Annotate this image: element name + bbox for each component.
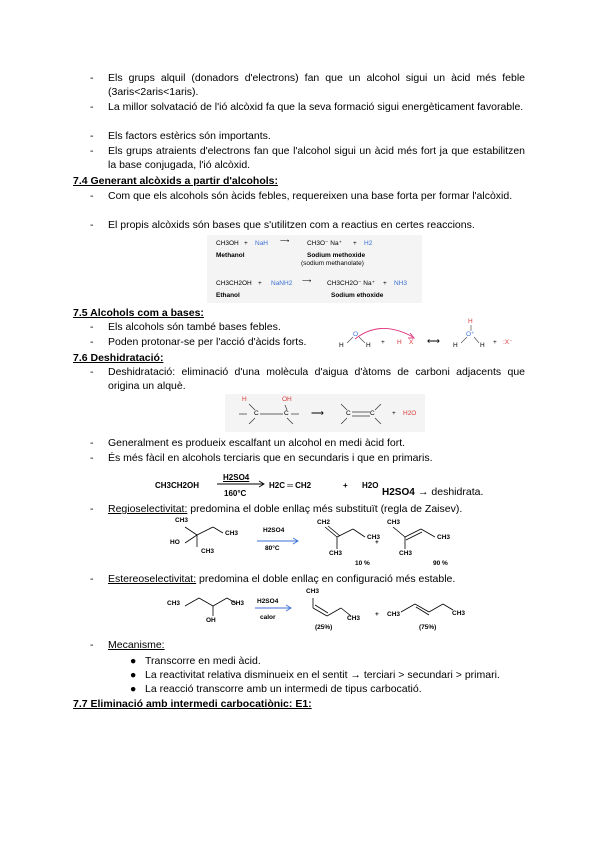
protonation-bonds — [335, 315, 535, 355]
atom-x: X — [409, 339, 414, 346]
reagent-h2so4: H2SO4 — [223, 473, 250, 482]
atom-c: C — [284, 410, 289, 417]
reactant-ethanol: CH3CH2OH — [216, 280, 252, 287]
group-ch3: CH3 — [347, 615, 361, 622]
list-item: - Regioselectivitat: predomina el doble enllaç més substituït (regla de Zaisev). — [90, 503, 463, 515]
reactant-ethanol: CH3CH2OH — [155, 481, 200, 490]
regioselectivity-figure — [165, 517, 485, 569]
ethanol-dehydration-equation — [150, 470, 510, 500]
condition-temperature: 160°C — [224, 489, 247, 498]
condition-80c: 80°C — [265, 545, 280, 552]
plus-sign: + — [392, 410, 396, 417]
list-item: - És més fàcil en alcohols terciaris que en secundaris i que en primaris. — [90, 452, 525, 466]
water-molecule: H2O — [403, 410, 417, 417]
list-item: - Estereoselectivitat: predomina el doble enllaç en configuració més estable. — [90, 573, 456, 585]
condition-heat: calor — [260, 614, 276, 621]
atom-h-acid: H — [397, 339, 402, 346]
curved-arrow-icon — [355, 328, 413, 339]
reactant-methanol: CH3OH — [216, 240, 239, 247]
bullet-text: Els alcohols són també bases febles. — [108, 321, 281, 333]
stereoselectivity-figure — [165, 586, 485, 636]
bullet-text: Com que els alcohols són àcids febles, requereixen una base forta per formar l'alcòxid. — [108, 190, 513, 202]
bullet-text: Els factors estèrics són importants. — [108, 130, 271, 142]
list-item: ● La reacció transcorre amb un intermedi de tipus carbocatió. — [130, 683, 530, 697]
list-item: - El propis alcòxids són bases que s'utilitzen com a reactius en certes reaccions. — [90, 219, 525, 233]
list-item: - Els alcohols són també bases febles. — [90, 321, 525, 335]
mechanism-item: Transcorre en medi àcid. — [145, 655, 261, 667]
group-ch3: CH3 — [175, 517, 189, 524]
bullet-text: Poden protonar-se per l'acció d'àcids forts. — [108, 336, 307, 348]
label-sodium-methanolate: (sodium methanolate) — [301, 260, 364, 267]
reagent-h2so4: H2SO4 — [257, 598, 279, 605]
mechanism-label: Mecanisme: — [108, 639, 165, 651]
list-item: - Els grups atraients d'electrons fan que l'alcohol sigui un àcid més fort ja que estabilitzen la base conjugada, l'ió alcòxid. — [90, 145, 525, 171]
group-oh: OH — [206, 617, 216, 624]
atom-h: H — [242, 396, 247, 403]
group-ch3: CH3 — [167, 600, 181, 607]
protonation-scheme — [335, 315, 535, 355]
yield-major: 90 % — [433, 560, 448, 567]
list-item: - Deshidratació: eliminació d'una molècula d'aigua d'àtoms de carboni adjacents que origina un alquè. — [90, 366, 525, 392]
product-methoxide: CH3O⁻ Na⁺ — [307, 240, 343, 247]
label-ethanol: Ethanol — [216, 292, 240, 299]
bullet-text: Els grups alquil (donadors d'electrons) fan que un alcohol sigui un àcid més feble (3aris<2aris<1aris). — [108, 72, 525, 98]
byproduct-nh3: NH3 — [394, 280, 408, 287]
atom-h: H — [366, 342, 371, 349]
bullet-text: Els grups atraients d'electrons fan que l'alcohol sigui un àcid més fort ja que estabilitzen la base conjugada, l'ió alcòxid. — [108, 145, 525, 171]
mechanism-item: La reactivitat relativa disminueix en el sentit → terciari > secundari > primari. — [145, 669, 500, 681]
product-water: H2O — [362, 481, 379, 490]
arrow-icon: ⟶ — [302, 278, 312, 285]
plus-sign: + — [375, 539, 379, 546]
reagent-nah: NaH — [255, 240, 269, 247]
label-sodium-ethoxide: Sodium ethoxide — [331, 292, 384, 299]
yield-cis: (25%) — [315, 624, 333, 631]
atom-c: C — [254, 410, 259, 417]
yield-trans: (75%) — [419, 624, 437, 631]
group-oh: OH — [282, 396, 292, 403]
estereo-label: Estereoselectivitat: — [108, 573, 197, 585]
section-heading-7-6: 7.6 Deshidratació: — [73, 352, 164, 364]
plus-sign: + — [244, 240, 248, 247]
atom-oxonium: O⁺ — [466, 331, 475, 338]
arrow-icon: ⟶ — [311, 408, 324, 418]
atom-h: H — [453, 342, 458, 349]
anion-x: :X⁻ — [503, 339, 513, 346]
group-ch3: CH3 — [387, 611, 401, 618]
byproduct-h2: H2 — [364, 240, 373, 247]
group-ch3: CH3 — [452, 610, 466, 617]
group-ch3: CH3 — [387, 519, 401, 526]
list-item: - Els factors estèrics són importants. — [90, 130, 525, 144]
label-sodium-methoxide: Sodium methoxide — [307, 252, 366, 259]
group-ch3: CH3 — [329, 550, 343, 557]
atom-h: H — [480, 342, 485, 349]
group-ch3: CH3 — [201, 548, 215, 555]
bullet-text: El propis alcòxids són bases que s'utilitzen com a reactius en certes reaccions. — [108, 219, 475, 231]
alkoxide-reactions-figure — [207, 235, 422, 303]
group-ch3: CH3 — [231, 600, 245, 607]
group-ch3: CH3 — [437, 534, 451, 541]
note-h2so4: H2SO4 — [382, 487, 415, 498]
list-item: - Com que els alcohols són àcids febles, requereixen una base forta per formar l'alcòxid. — [90, 190, 525, 204]
plus-sign: + — [493, 339, 497, 346]
equilibrium-arrow-icon: ⟷ — [427, 336, 440, 346]
atom-h: H — [339, 342, 344, 349]
section-heading-7-5: 7.5 Alcohols com a bases: — [73, 307, 204, 319]
atom-h-added: H — [468, 318, 473, 325]
bullet-text: Generalment es produeix escalfant un alcohol en medi àcid fort. — [108, 437, 406, 449]
section-heading-7-7: 7.7 Eliminació amb intermedi carbocatiònic: E1: — [73, 698, 312, 710]
group-ch3: CH3 — [225, 530, 239, 537]
note-dehydrates: → deshidrata. — [418, 486, 484, 498]
group-ch3: CH3 — [367, 534, 381, 541]
atom-c: C — [346, 410, 351, 417]
arrow-icon: ⟶ — [280, 238, 290, 245]
section-heading-7-4: 7.4 Generant alcòxids a partir d'alcohols: — [73, 175, 278, 187]
plus-sign: + — [353, 240, 357, 247]
plus-sign: + — [383, 280, 387, 287]
group-ch3: CH3 — [399, 550, 413, 557]
list-item: - Poden protonar-se per l'acció d'àcids forts. — [90, 336, 330, 350]
list-item: - Els grups alquil (donadors d'electrons) fan que un alcohol sigui un àcid més feble (3aris<2aris<1aris). — [90, 72, 525, 98]
atom-c: C — [370, 410, 375, 417]
bullet-text: La millor solvatació de l'ió alcòxid fa que la seva formació sigui energèticament favorable. — [108, 101, 524, 113]
plus-sign: + — [258, 280, 262, 287]
product-ethoxide: CH3CH2O⁻ Na⁺ — [327, 280, 376, 287]
group-ch2: CH2 — [317, 519, 331, 526]
bullet-text: Deshidratació: eliminació d'una molècula d'aigua d'àtoms de carboni adjacents que origina un alquè. — [108, 366, 525, 392]
regio-text: predomina el doble enllaç més substituït (regla de Zaisev). — [187, 503, 463, 515]
plus-sign: + — [375, 611, 379, 618]
regio-label: Regioselectivitat: — [108, 503, 188, 515]
label-methanol: Methanol — [216, 252, 245, 259]
group-ch3: CH3 — [306, 588, 320, 595]
list-item: - Mecanisme: — [90, 639, 165, 651]
atom-o: O — [353, 331, 359, 338]
reagent-nanh2: NaNH2 — [271, 280, 293, 287]
list-item: - Generalment es produeix escalfant un alcohol en medi àcid fort. — [90, 437, 525, 451]
list-item: ● La reactivitat relativa disminueix en el sentit → terciari > secundari > primari. — [130, 669, 530, 683]
estereo-text: predomina el doble enllaç en configuració més estable. — [196, 573, 456, 585]
product-ethene: H2C ═ CH2 — [269, 481, 312, 490]
group-ho: HO — [170, 539, 180, 546]
dehydration-generic-figure — [225, 394, 425, 432]
plus-sign: + — [343, 481, 348, 490]
reagent-h2so4: H2SO4 — [263, 527, 285, 534]
bullet-text: És més fàcil en alcohols terciaris que en secundaris i que en primaris. — [108, 452, 433, 464]
yield-minor: 10 % — [355, 560, 370, 567]
plus-sign: + — [381, 339, 385, 346]
list-item: ● Transcorre en medi àcid. — [130, 655, 530, 669]
mechanism-item: La reacció transcorre amb un intermedi de tipus carbocatió. — [145, 683, 422, 695]
list-item: - La millor solvatació de l'ió alcòxid fa que la seva formació sigui energèticament favorable. — [90, 101, 524, 113]
